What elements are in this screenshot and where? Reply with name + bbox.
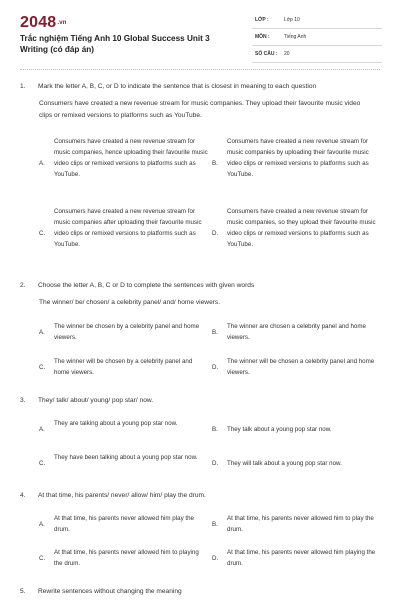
meta-row-subject [252,31,382,46]
question-number: 1. [20,83,26,90]
question-number: 4. [20,492,26,499]
option-letter: D. [212,230,219,237]
question-text: They/ talk/ about/ young/ pop star/ now. [38,397,154,404]
question-number: 2. [20,282,26,289]
option-text: They are talking about a young pop star now. [54,420,178,427]
document-meta [252,14,382,63]
option-letter: D. [212,460,219,467]
question-number: 5. [20,588,26,595]
option-letter: A. [39,521,45,528]
option-text: They will talk about a young pop star now. [227,460,342,467]
option-text: At that time, his parents never allowed him play the drum. [54,515,194,533]
option-letter: C. [39,460,46,467]
option-letter: C. [39,555,46,562]
option-text: At that time, his parents never allowed him to playing the drum. [54,549,199,567]
logo-text: 2048 [20,14,57,31]
option-text: At that time, his parents never allowed him playing the drum. [227,549,376,567]
page-header [0,0,400,64]
meta-value: 20 [284,51,290,57]
option-text: They talk about a young pop star now. [227,426,332,433]
option-text: The winner will be chosen a celebrity panel and home viewers. [227,358,375,376]
question-number: 3. [20,397,26,404]
option-letter: D. [212,364,219,371]
meta-row-count [252,48,382,63]
option-letter: A. [39,329,45,336]
option-letter: C. [39,364,46,371]
question-2-passage: The winner/ be/ chosen/ a celebrity panel/ and/ home viewers. [39,299,221,306]
question-text: Mark the letter A, B, C, or D to indicate the sentence that is closest in meaning to each question [38,83,317,90]
option-text: The winner will be chosen by a celebrity panel and home viewers. [54,358,193,376]
option-letter: B. [212,426,218,433]
logo-suffix: .vn [57,19,67,26]
meta-key: LỚP : [255,17,269,23]
meta-key: SỐ CÂU : [255,51,278,57]
meta-row-class [252,14,382,29]
header-divider [20,69,380,70]
option-text: Consumers have created a new revenue stream for music companies, so they upload their favourite music video clips or remixed versions to platforms such as YouTube. [227,208,376,248]
meta-key: MÔN : [255,34,270,40]
option-text: Consumers have created a new revenue stream for music companies by uploading their favourite music video clips or remixed versions to platforms such as YouTube. [227,138,369,178]
question-text: Choose the letter A, B, C or D to complete the sentences with given words [38,282,255,289]
site-logo[interactable] [20,14,67,32]
option-letter: A. [39,426,45,433]
option-text: Consumers have created a new revenue stream for music companies after uploading their favourite music video clips or remixed versions to platforms such as YouTube. [54,208,202,248]
option-letter: A. [39,160,45,167]
document-title: Trắc nghiệm Tiếng Anh 10 Global Success Unit 3 Writing (có đáp án) [20,34,210,54]
option-text: At that time, his parents never allowed him to play the drum. [227,515,374,533]
option-letter: B. [212,160,218,167]
option-letter: B. [212,521,218,528]
option-text: They have been talking about a young pop star now. [54,454,198,461]
meta-value: Lớp 10 [284,17,300,23]
option-letter: C. [39,230,46,237]
meta-value: Tiếng Anh [284,34,307,40]
option-letter: D. [212,555,219,562]
option-text: The winner be chosen by a celebrity panel and home viewers. [54,323,200,341]
option-text: The winner are chosen a celebrity panel and home viewers. [227,323,366,341]
question-text: Rewrite sentences without changing the meaning [38,588,182,595]
option-text: Consumers have created a new revenue stream for music companies, hence uploading their favourite music video clips or remixed versions to platforms such as YouTube. [54,138,208,178]
question-1-passage: Consumers have created a new revenue stream for music companies. They upload their favourite music video clips or remixed versions to platforms such as YouTube. [39,100,361,119]
option-letter: B. [212,329,218,336]
question-text: At that time, his parents/ never/ allow/ him/ play the drum. [38,492,206,499]
